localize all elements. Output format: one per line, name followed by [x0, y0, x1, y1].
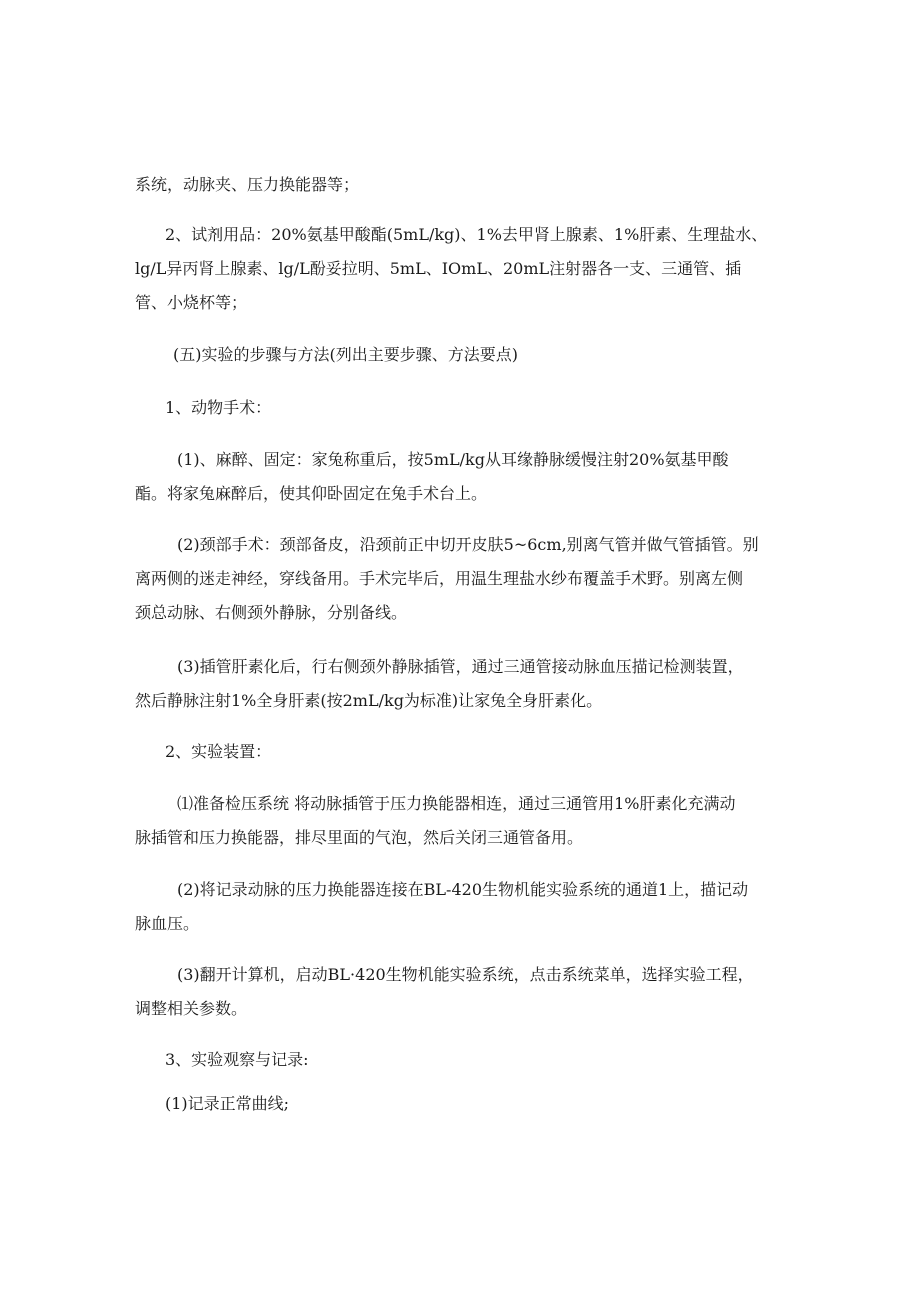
text-line: lg/L异丙肾上腺素、lg/L酚妥拉明、5mL、IOmL、20mL注射器各一支、三通管、插 — [135, 259, 742, 278]
paragraph-neck-surgery — [135, 528, 790, 630]
text-line: (1)记录正常曲线; — [165, 1094, 290, 1113]
paragraph-heparinization — [135, 650, 790, 718]
paragraph-record-normal-curve — [135, 1087, 790, 1121]
paragraph-transducer-connection — [135, 873, 790, 941]
text-line: 脉插管和压力换能器，排尽里面的气泡，然后关闭三通管备用。 — [135, 828, 584, 847]
text-line: (2)颈部手术：颈部备皮，沿颈前正中切开皮肤5~6cm,别离气管并做气管插管。别 — [177, 535, 759, 554]
text-line: 脉血压。 — [135, 914, 200, 933]
text-line: 2、试剂用品：20%氨基甲酸酯(5mL/kg)、1%去甲肾上腺素、1%肝素、生理盐水、 — [165, 225, 768, 244]
text-line: (3)翻开计算机，启动BL·420生物机能实验系统，点击系统菜单，选择实验工程， — [177, 965, 754, 984]
section-heading-procedure — [135, 338, 790, 372]
text-line: 系统，动脉夹、压力换能器等； — [135, 175, 360, 194]
text-line: 酯。将家兔麻醉后，使其仰卧固定在兔手术台上。 — [135, 484, 488, 503]
text-line: 管、小烧杯等； — [135, 293, 248, 312]
heading-animal-surgery — [135, 391, 790, 425]
text-line: 颈总动脉、右侧颈外静脉，分别备线。 — [135, 603, 408, 622]
paragraph-anesthesia — [135, 443, 790, 511]
text-line: (五)实验的步骤与方法(列出主要步骤、方法要点) — [173, 345, 518, 364]
text-line: 3、实验观察与记录: — [165, 1050, 309, 1069]
text-line: (1)、麻醉、固定：家兔称重后，按5mL/kg从耳缘静脉缓慢注射20%氨基甲酸 — [177, 450, 729, 469]
text-line: 离两侧的迷走神经，穿线备用。手术完毕后，用温生理盐水纱布覆盖手术野。别离左侧 — [135, 569, 744, 588]
paragraph-equipment-continued — [135, 168, 790, 202]
text-line: 调整相关参数。 — [135, 999, 248, 1018]
text-line: 2、实验装置： — [165, 742, 272, 761]
text-line: (2)将记录动脉的压力换能器连接在BL-420生物机能实验系统的通道1上，描记动 — [177, 880, 749, 899]
paragraph-computer-setup — [135, 958, 790, 1026]
text-line: (3)插管肝素化后，行右侧颈外静脉插管，通过三通管接动脉血压描记检测装置， — [177, 657, 744, 676]
text-line: 1、动物手术： — [165, 398, 272, 417]
heading-observation — [135, 1043, 790, 1077]
paragraph-reagents — [135, 218, 790, 320]
paragraph-pressure-system — [135, 787, 790, 855]
heading-apparatus — [135, 735, 790, 769]
text-line: ⑴准备检压系统 将动脉插管于压力换能器相连，通过三通管用1%肝素化充满动 — [177, 794, 736, 813]
text-line: 然后静脉注射1%全身肝素(按2mL/kg为标准)让家兔全身肝素化。 — [135, 691, 603, 710]
